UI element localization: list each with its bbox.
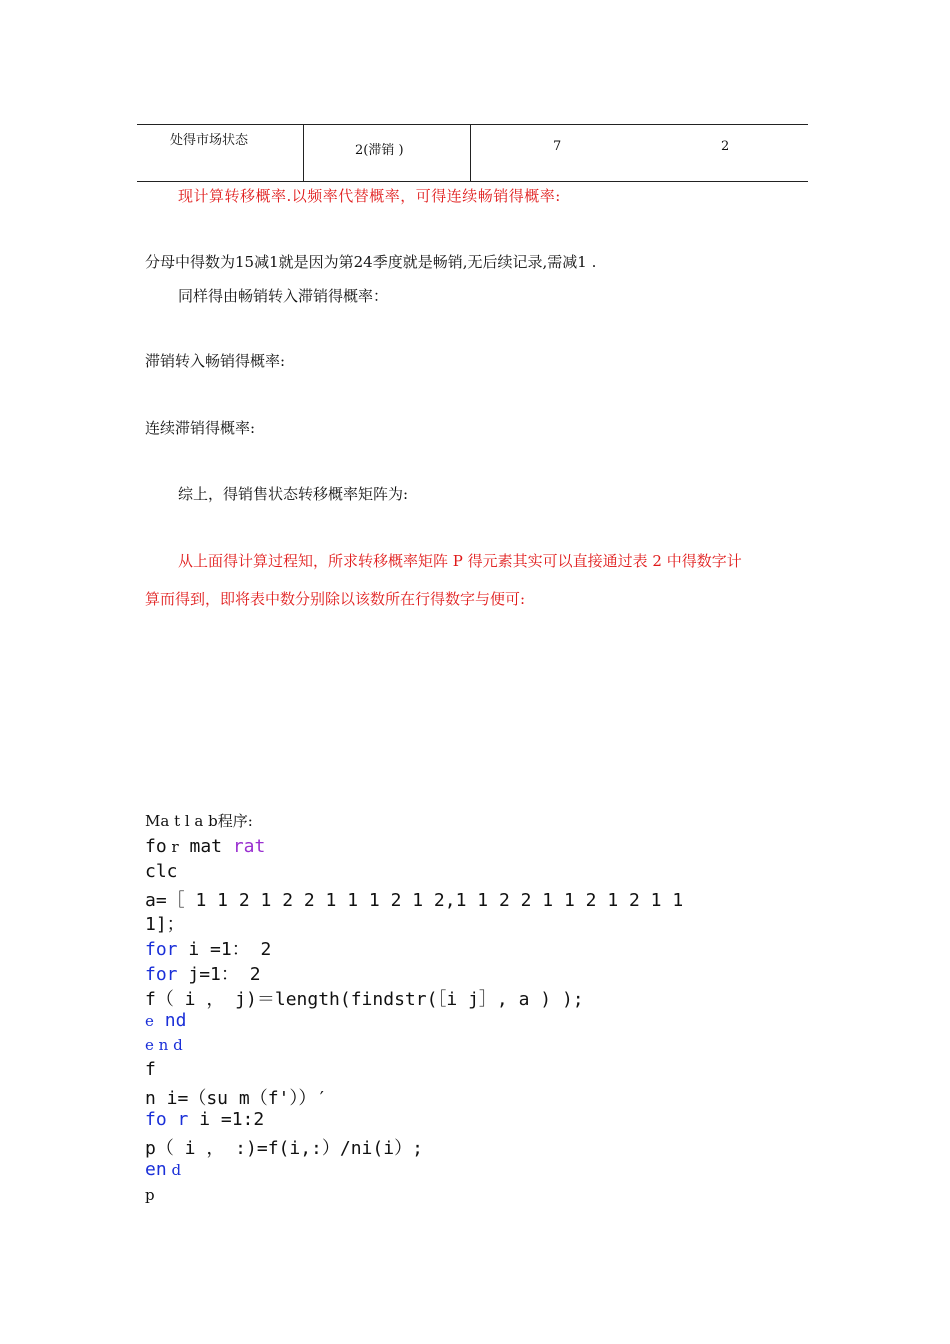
code-keyword: e bbox=[145, 1012, 154, 1030]
code-keyword: en bbox=[145, 1159, 167, 1180]
code-line-end-2: e n d bbox=[145, 1036, 183, 1054]
code-line-p-assign: p（ i ， :)=f(i,:）/ni(i）; bbox=[145, 1138, 423, 1159]
program-label: Ma t l a b程序: bbox=[145, 812, 253, 830]
table-divider bbox=[470, 125, 471, 181]
code-keyword: d bbox=[166, 1161, 182, 1179]
paragraph-direct-method-2: 算而得到，即将表中数分别除以该数所在行得数字与便可: bbox=[145, 590, 526, 608]
code-token: r bbox=[166, 838, 179, 856]
code-line-p: p bbox=[145, 1186, 155, 1204]
table-cell-count-2: 2 bbox=[721, 139, 730, 154]
paragraph-direct-method-1: 从上面得计算过程知，所求转移概率矩阵 P 得元素其实可以直接通过表 2 中得数字计 bbox=[178, 552, 742, 570]
code-string: rat bbox=[232, 836, 266, 857]
paragraph-sell-to-stagnant: 同样得由畅销转入滞销得概率： bbox=[178, 287, 389, 305]
code-keyword: fo r bbox=[145, 1109, 189, 1130]
code-line-clc: clc bbox=[145, 861, 178, 882]
code-line-ni: n i=（su m（f'））′ bbox=[145, 1088, 328, 1109]
code-line-end-3 bbox=[145, 1159, 181, 1180]
code-line-for-j bbox=[145, 960, 261, 986]
table-cell-count-1: 7 bbox=[553, 139, 562, 154]
code-line-findstr: f（ i ， j)＝length(findstr(［i j］, a ) ); bbox=[145, 989, 584, 1010]
code-line-for-i bbox=[145, 935, 271, 961]
code-keyword: for bbox=[145, 939, 178, 960]
paragraph-transition-intro: 现计算转移概率.以频率代替概率，可得连续畅销得概率: bbox=[178, 187, 561, 205]
paragraph-denominator-note: 分母中得数为15减1就是因为第24季度就是畅销,无后续记录,需减1 . bbox=[145, 253, 597, 271]
code-line-for-i-2 bbox=[145, 1109, 264, 1130]
table-divider bbox=[303, 125, 304, 181]
paragraph-stagnant-to-sell: 滞销转入畅销得概率: bbox=[145, 352, 286, 370]
code-keyword: nd bbox=[153, 1010, 187, 1031]
code-line-format bbox=[145, 836, 265, 857]
code-token: j=1： 2 bbox=[177, 964, 261, 985]
code-token: mat bbox=[178, 836, 233, 857]
code-token: i =1:2 bbox=[188, 1109, 265, 1130]
code-line-array: a=［ 1 1 2 1 2 2 1 1 1 2 1 2,1 1 2 2 1 1 2 1 2 1 1 bbox=[145, 890, 684, 911]
state-table bbox=[137, 124, 808, 182]
table-row-label: 处得市场状态 bbox=[170, 133, 249, 148]
table-cell-state: 2(滞销 ) bbox=[355, 143, 404, 158]
code-keyword: for bbox=[145, 964, 178, 985]
paragraph-matrix-summary: 综上，得销售状态转移概率矩阵为: bbox=[178, 485, 409, 503]
code-line-end-1 bbox=[145, 1010, 186, 1031]
code-line-array-end: 1]； bbox=[145, 914, 185, 935]
code-token: fo bbox=[145, 836, 167, 857]
code-token: i =1： 2 bbox=[177, 939, 272, 960]
paragraph-continuous-stagnant: 连续滞销得概率: bbox=[145, 419, 256, 437]
code-line-f: f bbox=[145, 1059, 156, 1080]
